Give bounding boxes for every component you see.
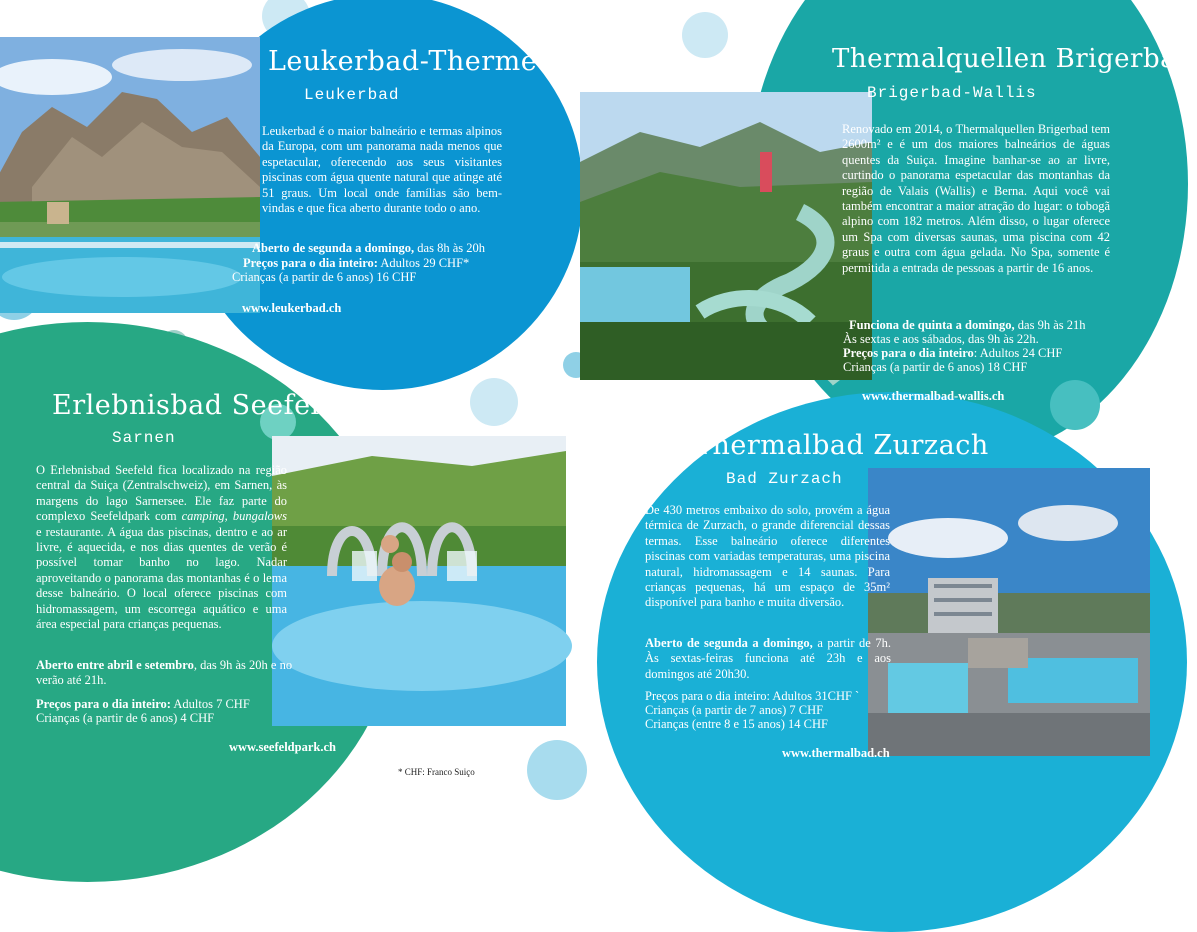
leukerbad-subtitle: Leukerbad bbox=[304, 86, 400, 104]
brigerbad-price-children: Crianças (a partir de 6 anos) 18 CHF bbox=[843, 360, 1028, 374]
zurzach-price-children-b: Crianças (entre 8 e 15 anos) 14 CHF bbox=[645, 717, 828, 731]
leukerbad-hours bbox=[252, 241, 502, 256]
leukerbad-title: Leukerbad-Therme bbox=[268, 46, 538, 77]
seefeld-title: Erlebnisbad Seefeld bbox=[52, 390, 338, 421]
zurzach-hours bbox=[645, 636, 891, 682]
seefeld-hours bbox=[36, 658, 300, 689]
zurzach-description: De 430 metros embaixo do solo, provém a água térmica de Zurzach, o grande diferencial dessas termas. Esse balneário oferece diferentes piscinas com variadas temperaturas, uma piscina natural, hidromassagem e 14 saunas. Para crianças pequenas, há um espaço de 35m² disponível para banho e muita diversão. bbox=[645, 503, 890, 610]
brigerbad-hours-value: das 9h às 21h bbox=[1014, 318, 1086, 332]
decor-bubble bbox=[1050, 380, 1100, 430]
leukerbad-description: Leukerbad é o maior balneário e termas alpinos da Europa, com um panorama nada menos que espetacular, oferecendo aos seus visitantes piscinas com água quente natural que atinge até 51 graus. Um local onde famílias são bem-vindas e que fica aberto durante todo o ano. bbox=[262, 124, 502, 216]
leukerbad-price-children: Crianças (a partir de 6 anos) 16 CHF bbox=[232, 270, 417, 284]
decor-bubble bbox=[470, 378, 518, 426]
zurzach-price-children-a: Crianças (a partir de 7 anos) 7 CHF bbox=[645, 703, 824, 717]
zurzach-subtitle: Bad Zurzach bbox=[726, 470, 843, 488]
leukerbad-photo bbox=[0, 37, 260, 313]
decor-bubble bbox=[682, 12, 728, 58]
seefeld-price-label: Preços para o dia inteiro: bbox=[36, 697, 171, 711]
leukerbad-website-link[interactable]: www.leukerbad.ch bbox=[242, 301, 342, 315]
seefeld-hours-label: Aberto entre abril e setembro bbox=[36, 658, 194, 672]
seefeld-hours-value: , das 9h às 20h e no verão até 21h. bbox=[36, 658, 293, 688]
seefeld-price-value: Adultos 7 CHF bbox=[170, 697, 250, 711]
zurzach-title: Thermalbad Zurzach bbox=[694, 430, 989, 461]
brigerbad-hours-extra: Às sextas e aos sábados, das 9h às 22h. bbox=[843, 332, 1039, 346]
leukerbad-hours-value: das 8h às 20h bbox=[414, 241, 485, 255]
seefeld-photo bbox=[272, 436, 566, 726]
brigerbad-photo bbox=[580, 92, 872, 380]
brigerbad-description: Renovado em 2014, o Thermalquellen Brigerbad tem 2600m² e é um dos maiores balneários de águas quentes da Suiça. Imagine banhar-se ao ar livre, curtindo o panorama espetacular das montanhas da região de Valais (Wallis) e Berna. Aqui você vai também encontrar a maior atração do lugar: o tobogã alpino com 182 metros. Além disso, o lugar oferece um Spa com diversas saunas, uma piscina com 42 graus e outra com água gelada. No Spa, somente é permitida a entrada de pessoas a partir de 16 anos. bbox=[842, 122, 1110, 275]
seefeld-description-b: e restaurante. A água das piscinas, dentro e ao ar livre, é aquecida, e nos dias quentes de verão é possível tomar banho no lago. Nadar aproveitando o panorama das montanhas é o lema desse balneário. O local oferece piscinas com hidromassagem, um escorrega aquático e uma área especial para crianças pequenas. bbox=[36, 524, 287, 632]
zurzach-hours-label: Aberto de segunda a domingo, bbox=[645, 636, 813, 650]
seefeld-description-italic: camping, bungalows bbox=[181, 509, 287, 524]
seefeld-subtitle: Sarnen bbox=[112, 429, 176, 447]
brigerbad-hours-label: Funciona de quinta a domingo, bbox=[849, 318, 1015, 332]
brigerbad-website-link[interactable]: www.thermalbad-wallis.ch bbox=[862, 389, 1005, 403]
decor-bubble bbox=[527, 740, 587, 800]
zurzach-website-link[interactable]: www.thermalbad.ch bbox=[782, 746, 890, 760]
brigerbad-title: Thermalquellen BrigerbaD bbox=[832, 44, 1197, 74]
leukerbad-price-label: Preços para o dia inteiro: bbox=[243, 256, 378, 270]
leukerbad-price-value: Adultos 29 CHF* bbox=[377, 256, 470, 270]
zurzach-price: Preços para o dia inteiro: Adultos 31CHF ` bbox=[645, 689, 860, 703]
leukerbad-hours-label: Aberto de segunda a domingo, bbox=[252, 241, 415, 255]
brigerbad-price-value: : Adultos 24 CHF bbox=[973, 346, 1063, 360]
seefeld-description-a: O Erlebnisbad Seefeld fica localizado na região central da Suiça (Zentralschweiz), em Sarnen, às margens do lago Sarnersee. Ele faz parte do complexo Seefeldpark com bbox=[36, 463, 287, 524]
brigerbad-price-label: Preços para o dia inteiro bbox=[843, 346, 974, 360]
seefeld-price-children: Crianças (a partir de 6 anos) 4 CHF bbox=[36, 711, 215, 725]
brigerbad-subtitle: Brigerbad-Wallis bbox=[867, 84, 1037, 102]
seefeld-website-link[interactable]: www.seefeldpark.ch bbox=[229, 740, 336, 754]
footnote: * CHF: Franco Suiço bbox=[398, 767, 475, 777]
seefeld-description bbox=[36, 463, 287, 632]
zurzach-hours-value: a partir de 7h. Às sextas-feiras funciona até 23h e aos domingos até 20h30. bbox=[645, 636, 891, 681]
zurzach-photo bbox=[868, 468, 1150, 756]
